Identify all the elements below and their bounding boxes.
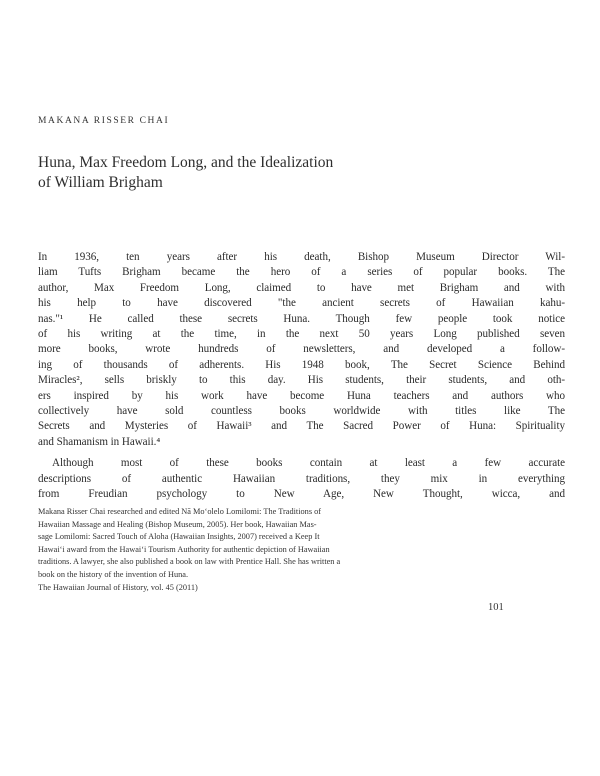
body-line: ing of thousands of adherents. His 1948 book, The Secret Science Behind — [38, 358, 565, 371]
body-line: Miracles², sells briskly to this day. His students, their students, and oth- — [38, 374, 565, 387]
body-line: his help to have discovered "the ancient secrets of Hawaiian kahu- — [38, 297, 565, 310]
journal-citation: The Hawaiian Journal of History, vol. 45 (2011) — [38, 583, 198, 592]
author-name: MAKANA RISSER CHAI — [38, 116, 170, 126]
article-body — [38, 250, 565, 503]
body-line: from Freudian psychology to New Age, New Thought, wicca, and — [38, 488, 565, 501]
body-line: ers inspired by his work have become Huna teachers and authors who — [38, 389, 565, 402]
paragraph-2 — [38, 456, 565, 502]
footnote-line: traditions. A lawyer, she also published a book on law with Prentice Hall. She has written a — [38, 557, 341, 567]
body-line: descriptions of authentic Hawaiian traditions, they mix in everything — [38, 472, 565, 485]
body-line: liam Tufts Brigham became the hero of a series of popular books. The — [38, 266, 565, 279]
body-line: Secrets and Mysteries of Hawaii³ and The Sacred Power of Huna: Spirituality — [38, 420, 565, 433]
footnote-line: sage Lomilomi: Sacred Touch of Aloha (Hawaiian Insights, 2007) received a Keep It — [38, 532, 320, 542]
article-title-line-2: of William Brigham — [38, 174, 163, 191]
author-footnote — [38, 506, 563, 582]
body-line: of his writing at the time, in the next 50 years Long published seven — [38, 328, 565, 341]
article-title-line-1: Huna, Max Freedom Long, and the Idealization — [38, 154, 334, 171]
body-line: and Shamanism in Hawaii.⁴ — [38, 435, 161, 448]
footnote-line: Hawaiʻi award from the Hawaiʻi Tourism Authority for authentic depiction of Hawaiian — [38, 544, 330, 554]
page-number: 101 — [488, 602, 504, 613]
body-line: nas."¹ He called these secrets Huna. Though few people took notice — [38, 312, 565, 325]
footnote-line: Hawaiian Massage and Healing (Bishop Museum, 2005). Her book, Hawaiian Mas- — [38, 519, 317, 529]
paragraph-1 — [38, 250, 565, 450]
body-line: more books, wrote hundreds of newsletters, and developed a follow- — [38, 343, 565, 356]
footnote-line: book on the history of the invention of Huna. — [38, 569, 189, 579]
body-line: collectively have sold countless books worldwide with titles like The — [38, 405, 565, 418]
body-line: In 1936, ten years after his death, Bishop Museum Director Wil- — [38, 251, 565, 263]
body-line: author, Max Freedom Long, claimed to have met Brigham and with — [38, 281, 565, 294]
footnote-line: Makana Risser Chai researched and edited Nā Moʻolelo Lomilomi: The Traditions of — [38, 507, 322, 516]
article-title — [38, 153, 458, 193]
body-line: Although most of these books contain at least a few accurate — [52, 457, 565, 470]
